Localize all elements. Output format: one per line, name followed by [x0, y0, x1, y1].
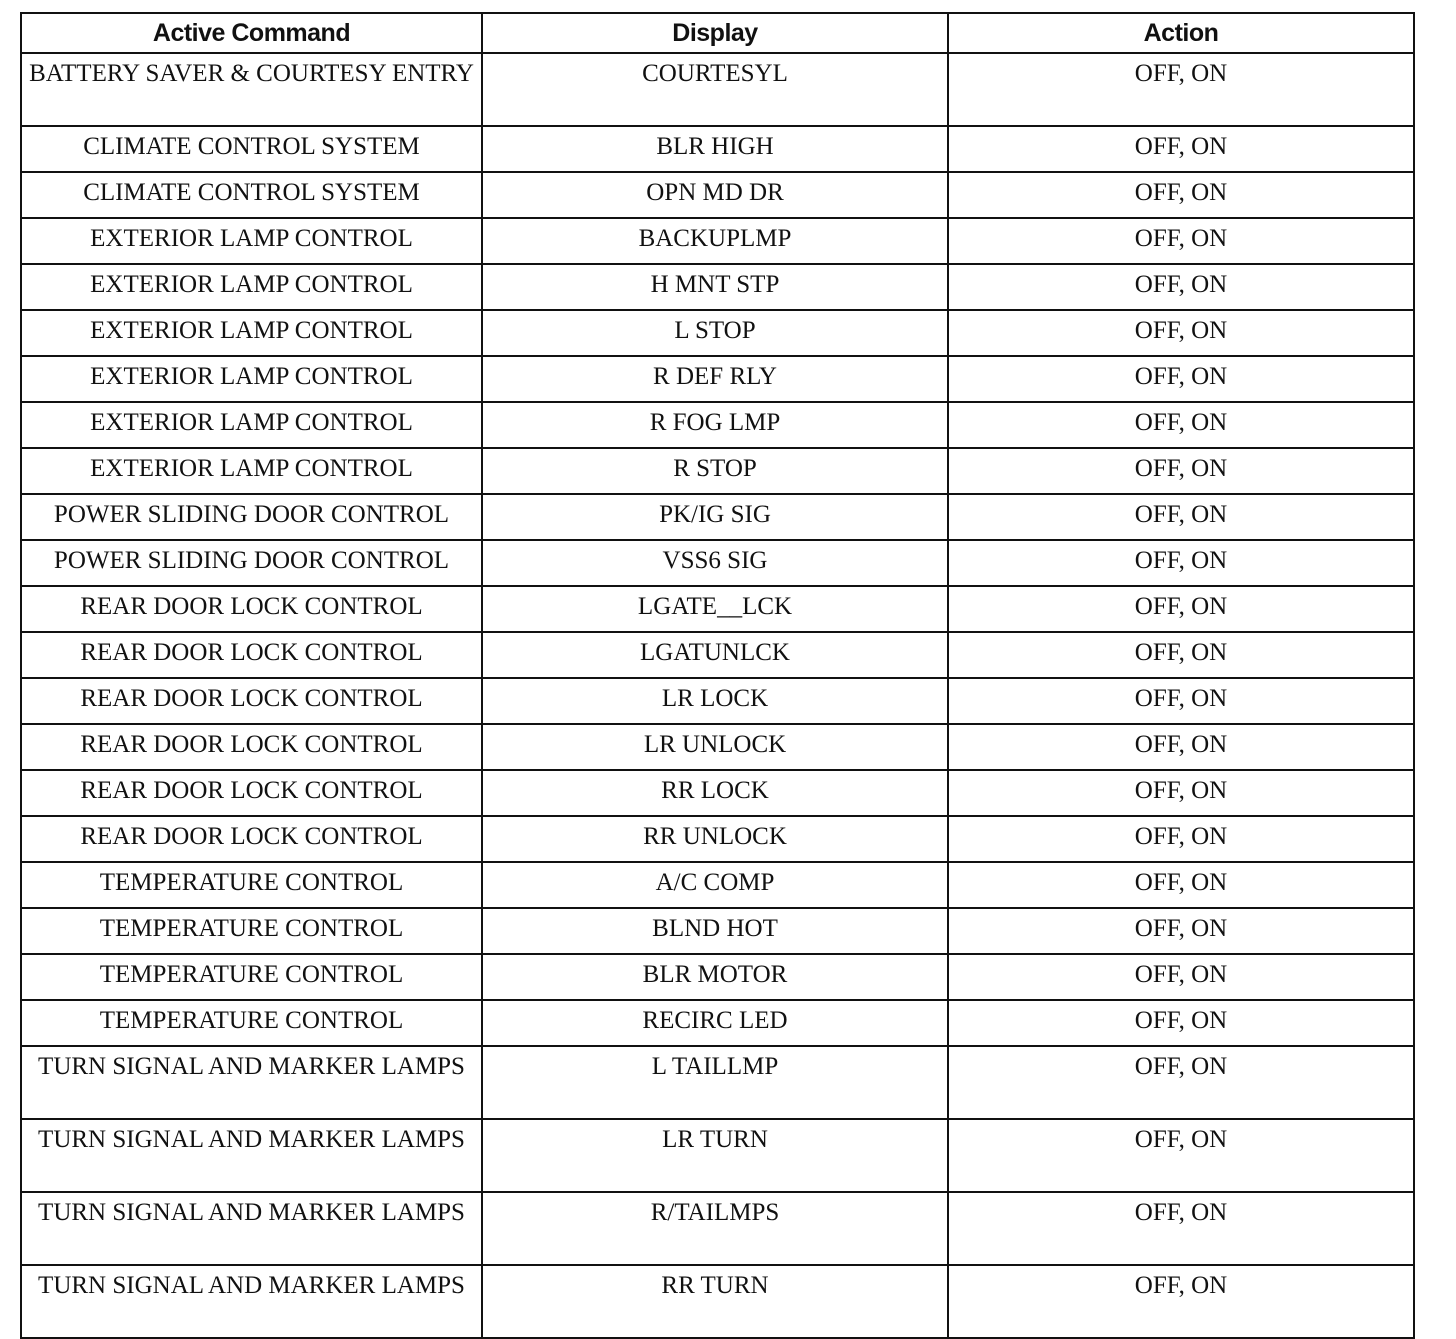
action-cell: OFF, ON: [948, 1000, 1414, 1046]
action-cell: OFF, ON: [948, 862, 1414, 908]
display-cell: R DEF RLY: [482, 356, 948, 402]
action-cell: OFF, ON: [948, 402, 1414, 448]
action-cell: OFF, ON: [948, 172, 1414, 218]
action-cell: OFF, ON: [948, 1192, 1414, 1265]
command-cell: TURN SIGNAL AND MARKER LAMPS: [21, 1192, 482, 1265]
action-cell: OFF, ON: [948, 264, 1414, 310]
table-row: [21, 770, 1414, 816]
table-row: [21, 678, 1414, 724]
table-row: [21, 1192, 1414, 1265]
action-cell: OFF, ON: [948, 494, 1414, 540]
table-row: [21, 218, 1414, 264]
command-cell: EXTERIOR LAMP CONTROL: [21, 448, 482, 494]
command-cell: TURN SIGNAL AND MARKER LAMPS: [21, 1119, 482, 1192]
action-cell: OFF, ON: [948, 816, 1414, 862]
table-row: [21, 356, 1414, 402]
display-cell: RR UNLOCK: [482, 816, 948, 862]
header-display: Display: [482, 13, 948, 53]
action-cell: OFF, ON: [948, 586, 1414, 632]
command-cell: REAR DOOR LOCK CONTROL: [21, 724, 482, 770]
table-row: [21, 586, 1414, 632]
display-cell: LGATUNLCK: [482, 632, 948, 678]
display-cell: COURTESYL: [482, 53, 948, 126]
action-cell: OFF, ON: [948, 632, 1414, 678]
display-cell: R/TAILMPS: [482, 1192, 948, 1265]
header-active-command: Active Command: [21, 13, 482, 53]
table-row: [21, 310, 1414, 356]
table-row: [21, 816, 1414, 862]
table-header-row: [21, 13, 1414, 53]
action-cell: OFF, ON: [948, 1046, 1414, 1119]
command-cell: TEMPERATURE CONTROL: [21, 954, 482, 1000]
table-row: [21, 448, 1414, 494]
action-cell: OFF, ON: [948, 448, 1414, 494]
table-row: [21, 53, 1414, 126]
display-cell: LR UNLOCK: [482, 724, 948, 770]
display-cell: L TAILLMP: [482, 1046, 948, 1119]
table-row: [21, 494, 1414, 540]
display-cell: R FOG LMP: [482, 402, 948, 448]
command-cell: REAR DOOR LOCK CONTROL: [21, 678, 482, 724]
command-cell: POWER SLIDING DOOR CONTROL: [21, 540, 482, 586]
action-cell: OFF, ON: [948, 53, 1414, 126]
command-cell: POWER SLIDING DOOR CONTROL: [21, 494, 482, 540]
command-cell: TURN SIGNAL AND MARKER LAMPS: [21, 1046, 482, 1119]
action-cell: OFF, ON: [948, 954, 1414, 1000]
command-cell: REAR DOOR LOCK CONTROL: [21, 770, 482, 816]
table-row: [21, 862, 1414, 908]
action-cell: OFF, ON: [948, 908, 1414, 954]
display-cell: BACKUPLMP: [482, 218, 948, 264]
table-row: [21, 632, 1414, 678]
action-cell: OFF, ON: [948, 126, 1414, 172]
display-cell: A/C COMP: [482, 862, 948, 908]
table-row: [21, 540, 1414, 586]
action-cell: OFF, ON: [948, 540, 1414, 586]
display-cell: LR LOCK: [482, 678, 948, 724]
action-cell: OFF, ON: [948, 218, 1414, 264]
header-action: Action: [948, 13, 1414, 53]
command-cell: TEMPERATURE CONTROL: [21, 1000, 482, 1046]
table-row: [21, 908, 1414, 954]
display-cell: RR TURN: [482, 1265, 948, 1338]
action-cell: OFF, ON: [948, 310, 1414, 356]
command-cell: CLIMATE CONTROL SYSTEM: [21, 172, 482, 218]
command-cell: REAR DOOR LOCK CONTROL: [21, 586, 482, 632]
display-cell: PK/IG SIG: [482, 494, 948, 540]
display-cell: L STOP: [482, 310, 948, 356]
display-cell: BLR HIGH: [482, 126, 948, 172]
command-cell: REAR DOOR LOCK CONTROL: [21, 816, 482, 862]
table-row: [21, 1265, 1414, 1338]
action-cell: OFF, ON: [948, 724, 1414, 770]
display-cell: RECIRC LED: [482, 1000, 948, 1046]
command-cell: CLIMATE CONTROL SYSTEM: [21, 126, 482, 172]
command-cell: EXTERIOR LAMP CONTROL: [21, 310, 482, 356]
display-cell: RR LOCK: [482, 770, 948, 816]
action-cell: OFF, ON: [948, 770, 1414, 816]
table-row: [21, 264, 1414, 310]
table-row: [21, 172, 1414, 218]
command-cell: TEMPERATURE CONTROL: [21, 908, 482, 954]
table-row: [21, 1000, 1414, 1046]
active-command-table: [20, 12, 1415, 1339]
table-row: [21, 126, 1414, 172]
command-cell: EXTERIOR LAMP CONTROL: [21, 356, 482, 402]
command-cell: EXTERIOR LAMP CONTROL: [21, 402, 482, 448]
active-command-table-container: [20, 12, 1413, 1339]
command-cell: TURN SIGNAL AND MARKER LAMPS: [21, 1265, 482, 1338]
display-cell: VSS6 SIG: [482, 540, 948, 586]
display-cell: OPN MD DR: [482, 172, 948, 218]
table-row: [21, 1046, 1414, 1119]
display-cell: R STOP: [482, 448, 948, 494]
display-cell: LGATE__LCK: [482, 586, 948, 632]
command-cell: EXTERIOR LAMP CONTROL: [21, 264, 482, 310]
command-cell: BATTERY SAVER & COURTESY ENTRY: [21, 53, 482, 126]
command-cell: EXTERIOR LAMP CONTROL: [21, 218, 482, 264]
command-cell: REAR DOOR LOCK CONTROL: [21, 632, 482, 678]
table-row: [21, 724, 1414, 770]
action-cell: OFF, ON: [948, 678, 1414, 724]
display-cell: H MNT STP: [482, 264, 948, 310]
action-cell: OFF, ON: [948, 1265, 1414, 1338]
table-row: [21, 954, 1414, 1000]
table-row: [21, 402, 1414, 448]
command-cell: TEMPERATURE CONTROL: [21, 862, 482, 908]
action-cell: OFF, ON: [948, 1119, 1414, 1192]
display-cell: BLND HOT: [482, 908, 948, 954]
action-cell: OFF, ON: [948, 356, 1414, 402]
display-cell: BLR MOTOR: [482, 954, 948, 1000]
display-cell: LR TURN: [482, 1119, 948, 1192]
table-row: [21, 1119, 1414, 1192]
